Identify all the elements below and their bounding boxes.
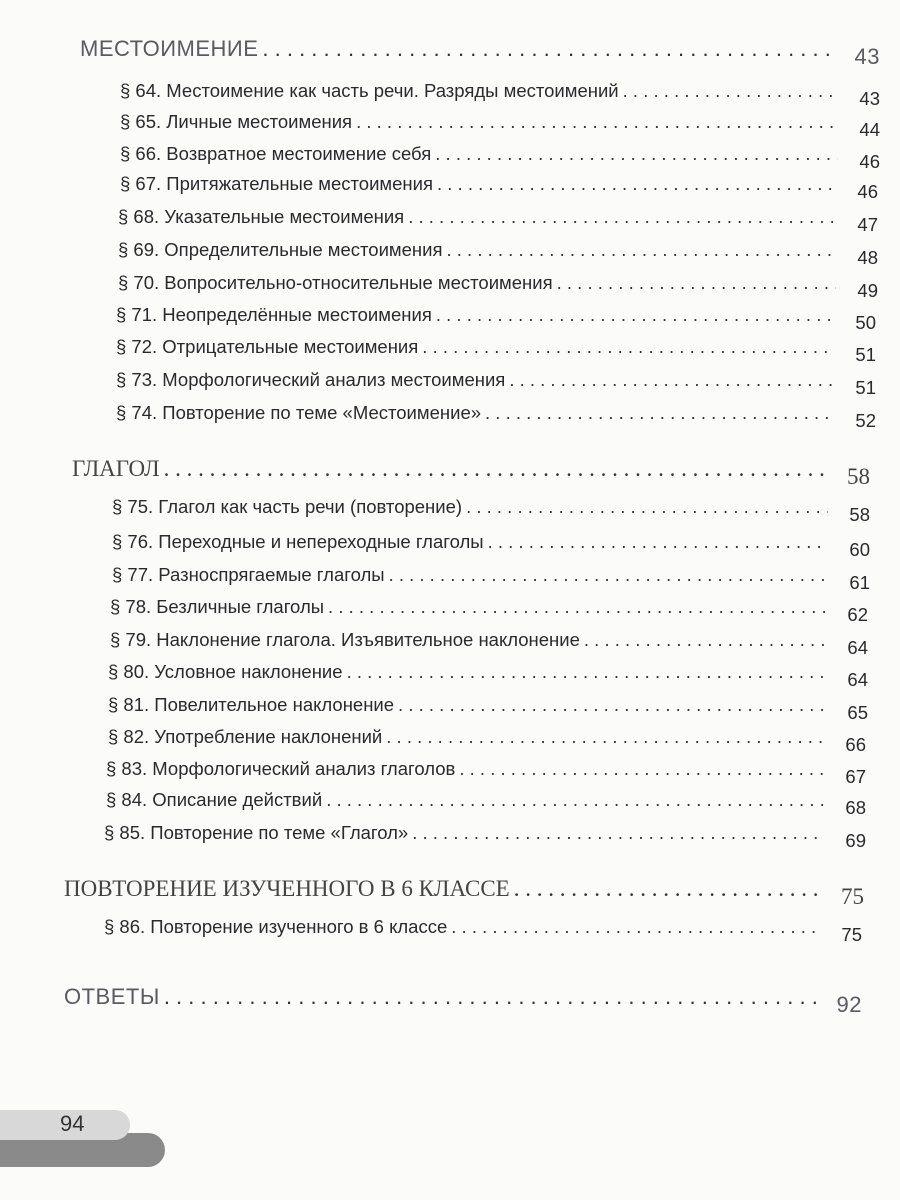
toc-title: § 77. Разноспрягаемые глаголы [112,564,385,585]
toc-entry [104,916,862,945]
toc-page-number: 46 [859,151,880,172]
toc-entry [108,661,868,690]
dot-leader [584,629,826,651]
toc-entry [116,304,876,333]
toc-title: § 80. Условное наклонение [108,661,343,682]
dot-leader [451,916,820,938]
toc-entry [120,80,880,109]
toc-page-number: 65 [847,702,868,723]
toc-title: § 72. Отрицательные местоимения [116,336,419,357]
toc-title: ПОВТОРЕНИЕ ИЗУЧЕННОГО В 6 КЛАССЕ [64,876,510,901]
toc-page-number: 49 [857,280,878,301]
toc-entry [108,694,868,723]
toc-title: § 68. Указательные местоимения [118,206,405,227]
toc-page-number: 92 [836,992,862,1017]
dot-leader [326,789,824,811]
toc-title: § 75. Глагол как часть речи (повторение) [112,496,463,517]
section-heading [80,36,880,69]
toc-page-number: 43 [859,88,880,109]
section-heading [72,456,870,489]
dot-leader [164,984,820,1010]
dot-leader [328,596,826,618]
toc-entry [120,143,880,172]
dot-leader [514,876,822,902]
toc-title: § 86. Повторение изученного в 6 классе [104,916,448,937]
toc-title: § 81. Повелительное наклонение [108,694,395,715]
dot-leader [435,143,838,165]
toc-page-number: 60 [849,539,870,560]
toc-page-number: 64 [847,637,868,658]
toc-title: § 65. Личные местоимения [120,111,353,132]
dot-leader [262,36,838,62]
toc-entry [106,758,866,787]
toc-entry [104,822,866,851]
toc-page-number: 64 [847,669,868,690]
toc-page-number: 51 [855,377,876,398]
toc-entry [116,369,876,398]
toc-page-number: 66 [845,734,866,755]
toc-entry [116,336,876,365]
toc-page-number: 62 [847,604,868,625]
toc-entry [118,272,878,301]
toc-title: МЕСТОИМЕНИЕ [80,36,259,61]
dot-leader [398,694,826,716]
toc-entry [108,726,866,755]
dot-leader [488,531,828,553]
dot-leader [459,758,824,780]
toc-entry [120,111,880,140]
toc-title: § 74. Повторение по теме «Местоимение» [116,402,482,423]
toc-title: § 76. Переходные и непереходные глаголы [112,531,484,552]
toc-page-number: 43 [854,44,880,69]
toc-page-number: 46 [857,181,878,202]
toc-page-number: 58 [847,464,870,489]
dot-leader [386,726,824,748]
toc-title: § 70. Вопросительно-относительные местоимения [118,272,553,293]
toc-entry [112,496,870,525]
toc-page-number: 50 [855,312,876,333]
toc-title: § 78. Безличные глаголы [110,596,325,617]
toc-entry [106,789,866,818]
dot-leader [164,456,828,482]
toc-entry [118,239,878,268]
dot-leader [485,402,834,424]
toc-page-number: 69 [845,830,866,851]
dot-leader [347,661,826,683]
toc-title: § 79. Наклонение глагола. Изъявительное наклонение [110,629,580,650]
toc-title: § 64. Местоимение как часть речи. Разряды местоимений [120,80,619,101]
toc-page-number: 61 [849,572,870,593]
toc-entry [118,206,878,235]
toc-page-number: 47 [857,214,878,235]
toc-page-number: 75 [841,924,862,945]
dot-leader [437,173,836,195]
toc-page-number: 68 [845,797,866,818]
dot-leader [389,564,828,586]
toc-page-number: 67 [845,766,866,787]
toc-entry [112,564,870,593]
toc-entry [120,173,878,202]
toc-title: § 66. Возвратное местоимение себя [120,143,432,164]
dot-leader [509,369,834,391]
dot-leader [412,822,824,844]
toc-page-number: 48 [857,247,878,268]
dot-leader [356,111,838,133]
dot-leader [623,80,838,102]
toc-entry [112,531,870,560]
toc-title: § 73. Морфологический анализ местоимения [116,369,506,390]
dot-leader [422,336,834,358]
toc-page-number: 44 [859,119,880,140]
toc-page-number: 58 [849,504,870,525]
dot-leader [447,239,837,261]
section-heading [64,984,862,1017]
toc-title: § 83. Морфологический анализ глаголов [106,758,456,779]
dot-leader [408,206,836,228]
toc-page-number: 52 [855,410,876,431]
dot-leader [436,304,834,326]
toc-title: § 85. Повторение по теме «Глагол» [104,822,409,843]
dot-leader [466,496,828,518]
toc-title: ГЛАГОЛ [72,456,160,481]
toc-title: § 71. Неопределённые местоимения [116,304,432,325]
toc-entry [110,629,868,658]
dot-leader [557,272,836,294]
toc-title: § 67. Притяжательные местоимения [120,173,433,194]
section-heading [64,876,864,909]
toc-page-number: 75 [841,884,864,909]
toc-page-number: 51 [855,344,876,365]
toc-title: ОТВЕТЫ [64,984,160,1009]
toc-entry [116,402,876,431]
toc-entry [110,596,868,625]
toc-title: § 84. Описание действий [106,789,323,810]
toc-title: § 69. Определительные местоимения [118,239,443,260]
toc-title: § 82. Употребление наклонений [108,726,383,747]
page-number: 94 [60,1111,85,1136]
